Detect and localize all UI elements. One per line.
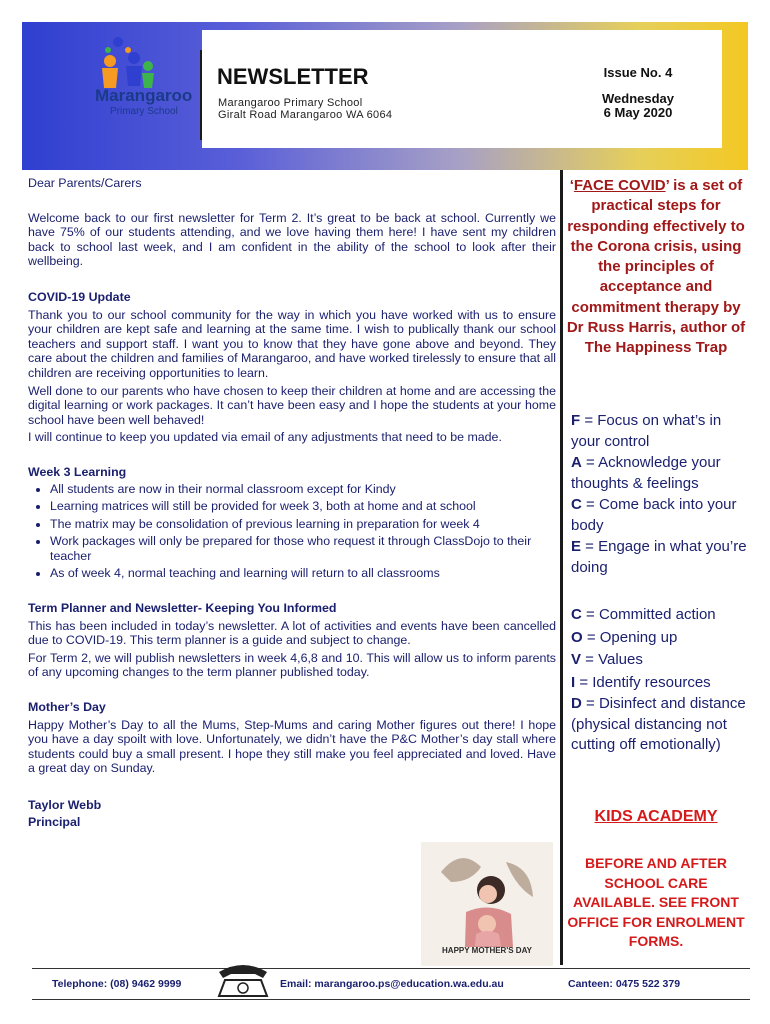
face-quote-open: ‘ bbox=[569, 177, 574, 194]
footer-canteen: Canteen: 0475 522 379 bbox=[568, 978, 681, 990]
list-item: • Work packages will only be prepared for those who request it through ClassDojo to their teacher bbox=[50, 534, 556, 563]
signature-name: Taylor Webb bbox=[28, 798, 102, 812]
face-list bbox=[571, 410, 751, 578]
issue-day: Wednesday bbox=[601, 91, 674, 106]
covid-paragraph-2: Well done to our parents who have chosen to keep their children at home and are accessing the digital learning or work packages. It can’t have been easy and I hope the students at your home school have been well behaved! bbox=[28, 383, 556, 427]
week3-list bbox=[28, 482, 556, 582]
face-covid-description: ’ is a set of practical steps for responding effectively to the Corona crisis, using the principles of acceptance and commitment therapy by Dr Russ Harris, author of bbox=[566, 177, 746, 337]
face-covid-intro bbox=[566, 176, 746, 359]
issue-date: 6 May 2020 bbox=[603, 105, 673, 120]
covid-item: D = Disinfect and distance (physical distancing not cutting off emotionally) bbox=[571, 695, 746, 753]
header-divider bbox=[200, 50, 202, 140]
sidebar-divider bbox=[560, 170, 563, 965]
logo-subtitle: Primary School bbox=[110, 106, 178, 117]
signature-title: Principal bbox=[28, 814, 81, 829]
before-after-care-notice: BEFORE AND AFTER SCHOOL CARE AVAILABLE. SEE FRONT OFFICE FOR ENROLMENT FORMS. bbox=[567, 855, 745, 949]
newsletter-title: NEWSLETTER bbox=[217, 64, 369, 89]
covid-paragraph-1: Thank you to our school community for the way in which you have worked with us to ensure your children are kept safe and learning at the same time. I wish to publically thank our school teachers and support staff. I want you to know that they have gone above and beyond. They care about the children and families of Marangaroo, and have worked tirelessly to ensure that all children are receiving opportunities to learn. bbox=[28, 307, 556, 380]
covid-item: C = Committed action bbox=[571, 606, 716, 623]
covid-item: O = Opening up bbox=[571, 628, 678, 646]
main-column bbox=[28, 176, 556, 829]
logo-name: Marangaroo bbox=[95, 86, 193, 105]
face-covid-title: FACE COVID bbox=[573, 177, 666, 194]
school-name-line: Marangaroo Primary School bbox=[218, 97, 363, 109]
face-item: E = Engage in what you’re doing bbox=[571, 538, 747, 576]
mothers-day-heading: Mother’s Day bbox=[28, 700, 106, 715]
list-item: • Learning matrices will still be provided for week 3, both at home and at school bbox=[50, 499, 556, 514]
planner-heading: Term Planner and Newsletter- Keeping You Informed bbox=[28, 601, 337, 616]
planner-paragraph-2: For Term 2, we will publish newsletters in week 4,6,8 and 10. This will allow us to inform parents of any upcoming changes to the term planner published today. bbox=[28, 650, 556, 680]
covid-list bbox=[571, 604, 751, 756]
face-item: C = Come back into your body bbox=[571, 496, 737, 534]
mothers-day-caption: HAPPY MOTHER'S DAY bbox=[442, 946, 532, 955]
planner-paragraph-1: This has been included in today’s newsletter. A lot of activities and events have been cancelled due to COVID-19. This term planner is a guide and subject to change. bbox=[28, 618, 556, 648]
face-covid-book: The Happiness Trap bbox=[584, 339, 728, 357]
footer-telephone: Telephone: (08) 9462 9999 bbox=[52, 978, 182, 990]
footer-bottom-rule bbox=[32, 999, 750, 1000]
footer-email[interactable]: Email: marangaroo.ps@education.wa.edu.au bbox=[280, 978, 504, 990]
covid-heading: COVID-19 Update bbox=[28, 289, 131, 304]
face-item: A = Acknowledge your thoughts & feelings bbox=[571, 454, 721, 492]
list-item: • The matrix may be consolidation of previous learning in preparation for week 4 bbox=[50, 517, 556, 532]
telephone-icon bbox=[213, 958, 273, 998]
issue-number: Issue No. 4 bbox=[603, 65, 673, 80]
greeting: Dear Parents/Carers bbox=[28, 176, 142, 190]
covid-item: V = Values bbox=[571, 651, 643, 668]
face-item: F = Focus on what’s in your control bbox=[571, 412, 722, 450]
covid-item: I = Identify resources bbox=[571, 673, 711, 691]
school-address-line: Giralt Road Marangaroo WA 6064 bbox=[218, 109, 393, 121]
list-item: • As of week 4, normal teaching and learning will return to all classrooms bbox=[50, 566, 556, 581]
covid-paragraph-3: I will continue to keep you updated via email of any adjustments that need to be made. bbox=[28, 430, 502, 445]
footer-top-rule bbox=[32, 968, 750, 969]
week3-heading: Week 3 Learning bbox=[28, 464, 127, 479]
list-item: • All students are now in their normal classroom except for Kindy bbox=[50, 482, 556, 497]
welcome-paragraph: Welcome back to our first newsletter for Term 2. It’s great to be back at school. Currently we have 75% of our students attending, and we love having them here! I have sent my children back to school last week, and I am confident in the ability of the school to look after their wellbeing. bbox=[28, 210, 556, 269]
mothers-day-paragraph: Happy Mother’s Day to all the Mums, Step-Mums and caring Mother figures out there! I hope you have a day spoilt with love. Unfortunately, we didn’t have the P&C Mother’s day stall where students could buy a small present. I hope they still make you feel appreciated and loved. Have a great day on Sunday. bbox=[28, 717, 556, 776]
kids-academy-title: KIDS ACADEMY bbox=[594, 808, 718, 825]
